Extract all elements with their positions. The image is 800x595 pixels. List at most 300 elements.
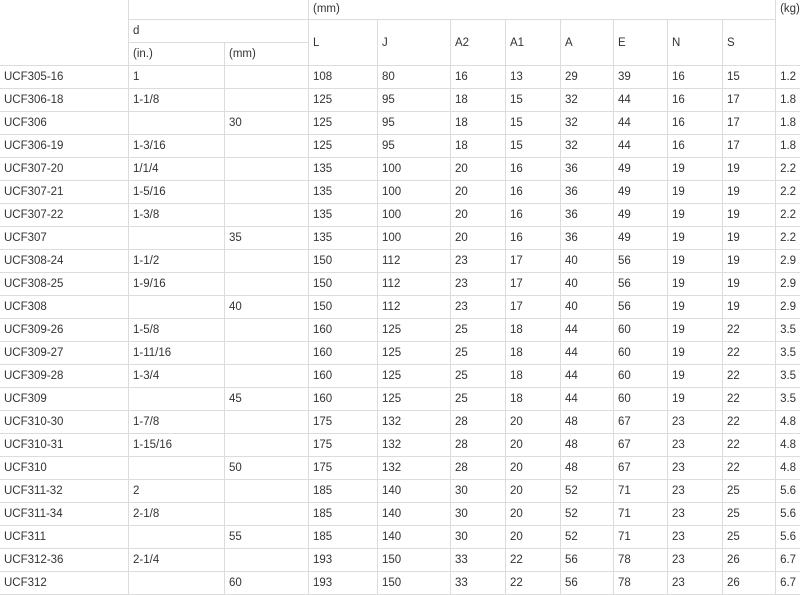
cell-e: 71 — [614, 480, 668, 503]
cell-n: 19 — [668, 319, 723, 342]
cell-a1: 22 — [506, 549, 561, 572]
cell-e: 60 — [614, 365, 668, 388]
table-row — [0, 388, 800, 411]
cell-a: 40 — [561, 296, 614, 319]
cell-s: 17 — [723, 112, 776, 135]
cell-e: 78 — [614, 549, 668, 572]
cell-a2: 28 — [451, 411, 506, 434]
cell-e: 67 — [614, 411, 668, 434]
header-col-L: L — [309, 20, 378, 66]
cell-a2: 23 — [451, 296, 506, 319]
cell-a: 32 — [561, 135, 614, 158]
table-row — [0, 457, 800, 480]
cell-model: UCF306-19 — [0, 135, 129, 158]
cell-l: 160 — [309, 388, 378, 411]
cell-kg: 2.9 — [776, 296, 800, 319]
cell-kg: 4.8 — [776, 411, 800, 434]
cell-a2: 30 — [451, 503, 506, 526]
cell-j: 95 — [378, 112, 451, 135]
cell-s: 26 — [723, 549, 776, 572]
cell-s: 19 — [723, 158, 776, 181]
cell-s: 22 — [723, 434, 776, 457]
cell-model: UCF310 — [0, 457, 129, 480]
cell-n: 23 — [668, 457, 723, 480]
cell-n: 19 — [668, 365, 723, 388]
cell-din: 2-1/8 — [129, 503, 225, 526]
table-row — [0, 296, 800, 319]
cell-n: 23 — [668, 503, 723, 526]
cell-e: 71 — [614, 526, 668, 549]
cell-s: 19 — [723, 227, 776, 250]
table-row — [0, 250, 800, 273]
cell-n: 19 — [668, 204, 723, 227]
cell-a1: 16 — [506, 158, 561, 181]
cell-kg: 2.2 — [776, 204, 800, 227]
cell-j: 95 — [378, 89, 451, 112]
cell-a1: 22 — [506, 572, 561, 595]
cell-a1: 15 — [506, 112, 561, 135]
cell-dmm: 30 — [225, 112, 309, 135]
cell-din: 1-9/16 — [129, 273, 225, 296]
cell-a1: 20 — [506, 411, 561, 434]
cell-kg: 5.6 — [776, 480, 800, 503]
cell-e: 49 — [614, 204, 668, 227]
header-col-N: N — [668, 20, 723, 66]
cell-e: 49 — [614, 227, 668, 250]
cell-l: 150 — [309, 296, 378, 319]
table-row — [0, 112, 800, 135]
cell-a: 52 — [561, 480, 614, 503]
cell-dmm — [225, 319, 309, 342]
cell-s: 15 — [723, 66, 776, 89]
cell-j: 140 — [378, 503, 451, 526]
cell-a1: 20 — [506, 503, 561, 526]
cell-din — [129, 296, 225, 319]
cell-kg: 3.5 — [776, 388, 800, 411]
cell-l: 135 — [309, 181, 378, 204]
cell-model: UCF312 — [0, 572, 129, 595]
cell-a1: 18 — [506, 319, 561, 342]
cell-j: 100 — [378, 227, 451, 250]
cell-a: 32 — [561, 89, 614, 112]
cell-l: 135 — [309, 204, 378, 227]
header-d-mm: (mm) — [225, 43, 309, 66]
cell-a: 36 — [561, 227, 614, 250]
cell-model: UCF306 — [0, 112, 129, 135]
cell-model: UCF309 — [0, 388, 129, 411]
cell-a2: 28 — [451, 457, 506, 480]
cell-dmm — [225, 204, 309, 227]
table-row — [0, 411, 800, 434]
cell-a1: 16 — [506, 204, 561, 227]
cell-s: 22 — [723, 319, 776, 342]
table-row — [0, 273, 800, 296]
cell-din: 1-1/8 — [129, 89, 225, 112]
cell-l: 160 — [309, 319, 378, 342]
cell-a: 56 — [561, 572, 614, 595]
cell-a2: 28 — [451, 434, 506, 457]
cell-kg: 6.7 — [776, 549, 800, 572]
cell-a1: 20 — [506, 434, 561, 457]
cell-dmm — [225, 411, 309, 434]
cell-din: 1-1/2 — [129, 250, 225, 273]
cell-din — [129, 526, 225, 549]
table-row — [0, 227, 800, 250]
cell-din: 2-1/4 — [129, 549, 225, 572]
cell-j: 132 — [378, 457, 451, 480]
cell-l: 125 — [309, 112, 378, 135]
cell-a: 48 — [561, 457, 614, 480]
cell-a2: 18 — [451, 135, 506, 158]
cell-model: UCF310-30 — [0, 411, 129, 434]
cell-a1: 18 — [506, 388, 561, 411]
table-row — [0, 572, 800, 595]
table-row — [0, 526, 800, 549]
cell-kg: 1.2 — [776, 66, 800, 89]
cell-j: 132 — [378, 434, 451, 457]
cell-n: 19 — [668, 250, 723, 273]
cell-n: 16 — [668, 112, 723, 135]
cell-a: 40 — [561, 250, 614, 273]
cell-a: 44 — [561, 342, 614, 365]
cell-j: 140 — [378, 526, 451, 549]
cell-n: 23 — [668, 480, 723, 503]
cell-s: 19 — [723, 181, 776, 204]
cell-e: 44 — [614, 112, 668, 135]
cell-j: 112 — [378, 296, 451, 319]
cell-a1: 20 — [506, 526, 561, 549]
cell-e: 44 — [614, 89, 668, 112]
cell-a2: 20 — [451, 227, 506, 250]
cell-n: 23 — [668, 526, 723, 549]
cell-l: 160 — [309, 342, 378, 365]
cell-a2: 20 — [451, 158, 506, 181]
cell-din: 1-15/16 — [129, 434, 225, 457]
cell-dmm — [225, 273, 309, 296]
cell-a: 29 — [561, 66, 614, 89]
cell-dmm: 40 — [225, 296, 309, 319]
cell-din: 1-5/16 — [129, 181, 225, 204]
cell-l: 135 — [309, 227, 378, 250]
cell-model: UCF309-27 — [0, 342, 129, 365]
cell-n: 23 — [668, 411, 723, 434]
cell-a2: 33 — [451, 572, 506, 595]
cell-a: 36 — [561, 204, 614, 227]
cell-kg: 5.6 — [776, 526, 800, 549]
cell-j: 140 — [378, 480, 451, 503]
cell-din — [129, 227, 225, 250]
header-col-A: A — [561, 20, 614, 66]
header-model-cell — [0, 0, 129, 66]
cell-a: 40 — [561, 273, 614, 296]
cell-a2: 20 — [451, 181, 506, 204]
cell-a: 52 — [561, 503, 614, 526]
cell-kg: 2.9 — [776, 250, 800, 273]
cell-e: 44 — [614, 135, 668, 158]
cell-n: 23 — [668, 572, 723, 595]
cell-dmm: 55 — [225, 526, 309, 549]
cell-a2: 25 — [451, 388, 506, 411]
cell-model: UCF307-20 — [0, 158, 129, 181]
cell-a: 48 — [561, 411, 614, 434]
cell-dmm — [225, 135, 309, 158]
cell-e: 71 — [614, 503, 668, 526]
table-row — [0, 204, 800, 227]
cell-din: 1-3/4 — [129, 365, 225, 388]
cell-kg: 3.5 — [776, 342, 800, 365]
cell-din: 1/1/4 — [129, 158, 225, 181]
cell-model: UCF308-25 — [0, 273, 129, 296]
cell-din: 2 — [129, 480, 225, 503]
cell-n: 19 — [668, 342, 723, 365]
table-row — [0, 89, 800, 112]
cell-kg: 1.8 — [776, 112, 800, 135]
cell-a: 32 — [561, 112, 614, 135]
header-col-E: E — [614, 20, 668, 66]
cell-e: 60 — [614, 342, 668, 365]
cell-j: 132 — [378, 411, 451, 434]
cell-model: UCF311-32 — [0, 480, 129, 503]
cell-dmm: 45 — [225, 388, 309, 411]
cell-din: 1-7/8 — [129, 411, 225, 434]
cell-n: 16 — [668, 135, 723, 158]
cell-model: UCF306-18 — [0, 89, 129, 112]
cell-model: UCF310-31 — [0, 434, 129, 457]
cell-e: 49 — [614, 158, 668, 181]
cell-dmm: 35 — [225, 227, 309, 250]
cell-din — [129, 457, 225, 480]
cell-e: 56 — [614, 296, 668, 319]
cell-kg: 4.8 — [776, 434, 800, 457]
header-d-in: (in.) — [129, 43, 225, 66]
cell-s: 22 — [723, 388, 776, 411]
cell-a1: 15 — [506, 135, 561, 158]
cell-a: 44 — [561, 388, 614, 411]
cell-s: 19 — [723, 273, 776, 296]
cell-l: 175 — [309, 411, 378, 434]
cell-s: 22 — [723, 365, 776, 388]
cell-j: 125 — [378, 388, 451, 411]
header-mm-group: (mm) — [309, 0, 776, 20]
cell-a2: 23 — [451, 250, 506, 273]
cell-e: 78 — [614, 572, 668, 595]
table-row — [0, 434, 800, 457]
cell-a1: 13 — [506, 66, 561, 89]
header-kg: (kg) — [776, 0, 800, 66]
cell-l: 175 — [309, 434, 378, 457]
cell-j: 125 — [378, 365, 451, 388]
cell-din — [129, 112, 225, 135]
cell-j: 112 — [378, 250, 451, 273]
cell-l: 108 — [309, 66, 378, 89]
cell-dmm: 50 — [225, 457, 309, 480]
cell-a2: 30 — [451, 480, 506, 503]
cell-j: 95 — [378, 135, 451, 158]
cell-n: 19 — [668, 227, 723, 250]
cell-e: 56 — [614, 250, 668, 273]
cell-s: 25 — [723, 503, 776, 526]
cell-dmm — [225, 66, 309, 89]
cell-a1: 17 — [506, 273, 561, 296]
cell-l: 125 — [309, 89, 378, 112]
table-row — [0, 480, 800, 503]
header-row-1 — [0, 0, 800, 20]
cell-kg: 5.6 — [776, 503, 800, 526]
cell-a: 52 — [561, 526, 614, 549]
cell-s: 19 — [723, 296, 776, 319]
table-row — [0, 549, 800, 572]
cell-din: 1-3/8 — [129, 204, 225, 227]
cell-s: 22 — [723, 342, 776, 365]
table-row — [0, 503, 800, 526]
cell-din: 1-5/8 — [129, 319, 225, 342]
cell-a1: 17 — [506, 296, 561, 319]
cell-j: 100 — [378, 181, 451, 204]
cell-a2: 25 — [451, 365, 506, 388]
cell-s: 17 — [723, 89, 776, 112]
cell-n: 23 — [668, 549, 723, 572]
cell-l: 150 — [309, 273, 378, 296]
cell-j: 112 — [378, 273, 451, 296]
cell-e: 56 — [614, 273, 668, 296]
cell-din: 1 — [129, 66, 225, 89]
cell-model: UCF305-16 — [0, 66, 129, 89]
cell-a: 48 — [561, 434, 614, 457]
cell-e: 67 — [614, 457, 668, 480]
cell-kg: 6.7 — [776, 572, 800, 595]
cell-j: 100 — [378, 204, 451, 227]
cell-n: 19 — [668, 158, 723, 181]
cell-a1: 20 — [506, 457, 561, 480]
cell-n: 19 — [668, 181, 723, 204]
cell-s: 19 — [723, 250, 776, 273]
cell-a2: 18 — [451, 112, 506, 135]
table-row — [0, 342, 800, 365]
cell-kg: 3.5 — [776, 365, 800, 388]
cell-n: 19 — [668, 296, 723, 319]
header-d: d — [129, 20, 309, 43]
cell-e: 39 — [614, 66, 668, 89]
table-row — [0, 181, 800, 204]
cell-model: UCF308 — [0, 296, 129, 319]
cell-a: 56 — [561, 549, 614, 572]
cell-s: 25 — [723, 526, 776, 549]
header-col-S: S — [723, 20, 776, 66]
cell-e: 60 — [614, 319, 668, 342]
cell-din — [129, 388, 225, 411]
table-row — [0, 158, 800, 181]
cell-a2: 23 — [451, 273, 506, 296]
header-col-A1: A1 — [506, 20, 561, 66]
cell-kg: 2.2 — [776, 158, 800, 181]
cell-model: UCF307-22 — [0, 204, 129, 227]
cell-model: UCF311 — [0, 526, 129, 549]
cell-model: UCF307 — [0, 227, 129, 250]
cell-dmm — [225, 480, 309, 503]
cell-s: 17 — [723, 135, 776, 158]
cell-l: 185 — [309, 503, 378, 526]
cell-j: 150 — [378, 549, 451, 572]
cell-s: 22 — [723, 457, 776, 480]
cell-l: 150 — [309, 250, 378, 273]
cell-a: 36 — [561, 181, 614, 204]
cell-a1: 16 — [506, 227, 561, 250]
cell-kg: 2.9 — [776, 273, 800, 296]
header-col-A2: A2 — [451, 20, 506, 66]
cell-n: 16 — [668, 66, 723, 89]
cell-model: UCF311-34 — [0, 503, 129, 526]
cell-j: 100 — [378, 158, 451, 181]
cell-a2: 25 — [451, 342, 506, 365]
cell-dmm: 60 — [225, 572, 309, 595]
cell-kg: 2.2 — [776, 227, 800, 250]
cell-s: 25 — [723, 480, 776, 503]
cell-a2: 16 — [451, 66, 506, 89]
cell-model: UCF308-24 — [0, 250, 129, 273]
cell-a1: 16 — [506, 181, 561, 204]
cell-s: 19 — [723, 204, 776, 227]
cell-j: 125 — [378, 319, 451, 342]
cell-a2: 18 — [451, 89, 506, 112]
cell-model: UCF309-28 — [0, 365, 129, 388]
cell-e: 60 — [614, 388, 668, 411]
cell-j: 80 — [378, 66, 451, 89]
cell-a: 44 — [561, 319, 614, 342]
cell-j: 125 — [378, 342, 451, 365]
cell-n: 16 — [668, 89, 723, 112]
cell-kg: 4.8 — [776, 457, 800, 480]
cell-dmm — [225, 549, 309, 572]
cell-model: UCF312-36 — [0, 549, 129, 572]
cell-a: 36 — [561, 158, 614, 181]
cell-j: 150 — [378, 572, 451, 595]
cell-l: 135 — [309, 158, 378, 181]
cell-l: 160 — [309, 365, 378, 388]
cell-n: 19 — [668, 388, 723, 411]
table-row — [0, 365, 800, 388]
table-row — [0, 66, 800, 89]
header-d-blank-cell — [129, 0, 309, 20]
cell-dmm — [225, 181, 309, 204]
cell-dmm — [225, 250, 309, 273]
cell-l: 175 — [309, 457, 378, 480]
table-row — [0, 135, 800, 158]
cell-l: 193 — [309, 549, 378, 572]
cell-a: 44 — [561, 365, 614, 388]
cell-kg: 1.8 — [776, 89, 800, 112]
cell-kg: 3.5 — [776, 319, 800, 342]
cell-dmm — [225, 434, 309, 457]
cell-dmm — [225, 365, 309, 388]
cell-l: 185 — [309, 480, 378, 503]
cell-a2: 33 — [451, 549, 506, 572]
cell-kg: 1.8 — [776, 135, 800, 158]
cell-a1: 17 — [506, 250, 561, 273]
cell-l: 193 — [309, 572, 378, 595]
cell-s: 22 — [723, 411, 776, 434]
cell-s: 26 — [723, 572, 776, 595]
cell-e: 67 — [614, 434, 668, 457]
cell-a2: 25 — [451, 319, 506, 342]
cell-model: UCF309-26 — [0, 319, 129, 342]
cell-l: 125 — [309, 135, 378, 158]
cell-dmm — [225, 342, 309, 365]
table-row — [0, 319, 800, 342]
cell-din: 1-3/16 — [129, 135, 225, 158]
cell-din: 1-11/16 — [129, 342, 225, 365]
cell-a2: 20 — [451, 204, 506, 227]
cell-kg: 2.2 — [776, 181, 800, 204]
